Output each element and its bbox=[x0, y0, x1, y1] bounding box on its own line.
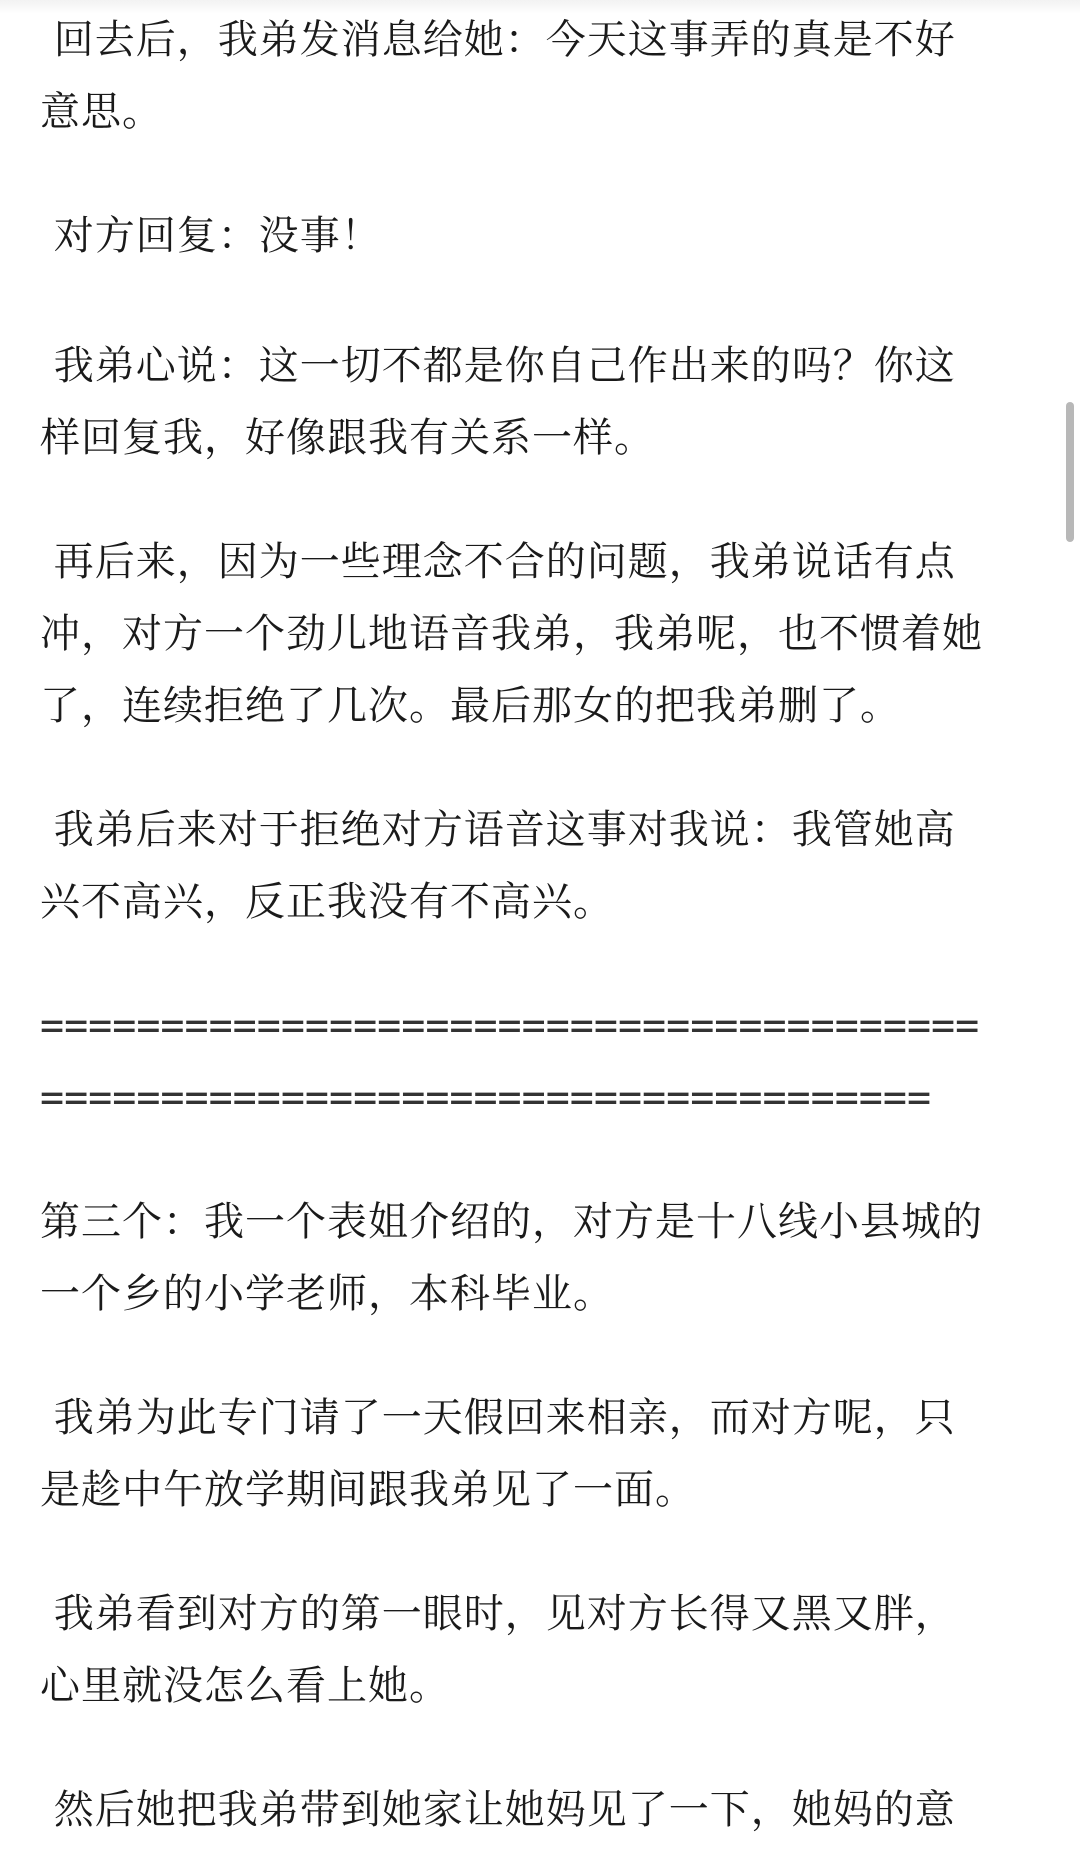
section-divider: ======================================= ===================================== bbox=[40, 1003, 980, 1121]
vertical-scrollbar[interactable] bbox=[1066, 402, 1074, 542]
paragraph: 我弟后来对于拒绝对方语音这事对我说：我管她高 兴不高兴，反正我没有不高兴。 bbox=[40, 807, 956, 925]
paragraph: 我弟心说：这一切不都是你自己作出来的吗？你这 样回复我，好像跟我有关系一样。 bbox=[40, 343, 956, 461]
paragraph: 再后来，因为一些理念不合的问题，我弟说话有点 冲，对方一个劲儿地语音我弟，我弟呢，也不惯着她 了，连续拒绝了几次。最后那女的把我弟删了。 bbox=[40, 539, 983, 729]
paragraph: 回去后，我弟发消息给她：今天这事弄的真是不好 意思。 bbox=[40, 17, 956, 135]
paragraph: 我弟看到对方的第一眼时，见对方长得又黑又胖， 心里就没怎么看上她。 bbox=[40, 1591, 956, 1709]
paragraph: 我弟为此专门请了一天假回来相亲，而对方呢，只 是趁中午放学期间跟我弟见了一面。 bbox=[40, 1395, 956, 1513]
paragraph: 第三个：我一个表姐介绍的，对方是十八线小县城的 一个乡的小学老师，本科毕业。 bbox=[40, 1199, 983, 1317]
paragraph: 然后她把我弟带到她家让她妈见了一下，她妈的意 bbox=[40, 1787, 956, 1833]
paragraph: 对方回复：没事！ bbox=[40, 213, 382, 259]
